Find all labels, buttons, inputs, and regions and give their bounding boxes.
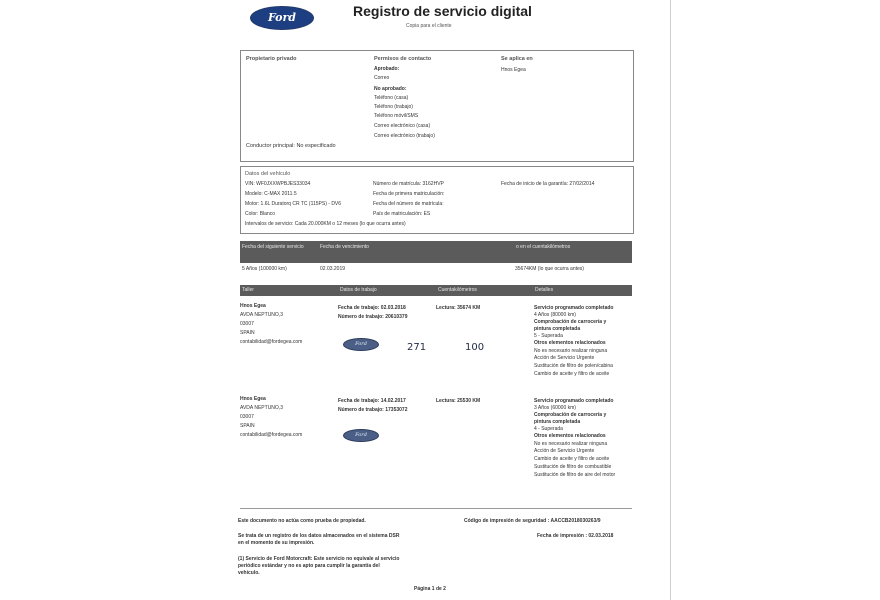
applies-label: Se aplica en xyxy=(501,56,533,62)
handwritten-note: 271 xyxy=(407,342,427,353)
not-approved-item: Teléfono (casa) xyxy=(374,95,409,101)
detail-line: Comprobación de carrocería y xyxy=(534,412,607,418)
vehicle-section-label: Datos del vehículo xyxy=(245,171,291,177)
vehicle-box xyxy=(240,166,634,234)
owner-label: Propietario privado xyxy=(246,56,297,62)
detail-line: Acción de Servicio Urgente xyxy=(534,448,595,454)
footer-note: vehículo. xyxy=(238,570,260,576)
applies-value: Hnos Egea xyxy=(501,67,526,73)
detail-line: Servicio programado completado xyxy=(534,305,614,311)
dealer-email: contabilidad@fordegea.com xyxy=(240,432,303,438)
detail-line: pintura completada xyxy=(534,419,581,425)
history-col-details: Detalles xyxy=(535,287,554,293)
detail-line: Sustitución de filtro de combustible xyxy=(534,464,612,470)
vehicle-vin: VIN: WF0JXXWPBJES33034 xyxy=(245,181,311,187)
dealer-email: contabilidad@fordegea.com xyxy=(240,339,303,345)
history-header xyxy=(240,285,632,296)
service-intervals xyxy=(245,221,406,227)
detail-line: Comprobación de carrocería y xyxy=(534,319,607,325)
history-col-job: Datos de trabajo xyxy=(340,287,377,293)
owner-box xyxy=(240,50,634,162)
job-date: Fecha de trabajo: 14.02.2017 xyxy=(338,398,406,404)
primary-driver-value: No especificado xyxy=(296,143,336,149)
service-intervals-value: Cada 20.000KM o 12 meses (lo que ocurra antes) xyxy=(294,221,406,227)
vehicle-color: Color: Blanco xyxy=(245,211,276,217)
dealer-address: AVDA NEPTUNO,3 xyxy=(240,312,283,318)
page-title: Registro de servicio digital xyxy=(353,3,532,19)
job-number: Número de trabajo: 17353072 xyxy=(338,407,408,413)
vehicle-model: Modelo: C-MAX 2011.5 xyxy=(245,191,297,197)
vehicle-country: País de matriculación: ES xyxy=(373,211,431,217)
dealer-stamp-logo: Ford xyxy=(343,338,379,351)
odometer-reading: Lectura: 25530 KM xyxy=(436,398,481,404)
dealer-postcode: 03007 xyxy=(240,321,254,327)
dealer-stamp-logo: Ford xyxy=(343,429,379,442)
footer-note: periódico estándar y no es apto para cumplir la garantía del xyxy=(238,563,380,569)
next-service-due-date: 02.03.2019 xyxy=(320,266,346,272)
dealer-postcode: 03007 xyxy=(240,414,254,420)
dealer-address: AVDA NEPTUNO,3 xyxy=(240,405,283,411)
detail-line: 4 Años (80000 km) xyxy=(534,312,576,318)
approved-item: Correo xyxy=(374,75,390,81)
next-service-date-header: Fecha del siguiente servicio xyxy=(242,244,304,250)
vehicle-plate-date: Fecha del número de matrícula: xyxy=(373,201,444,207)
detail-line: No es necesario realizar ninguna xyxy=(534,348,608,354)
warranty-start: Fecha de inicio de la garantía: 27/02/2014 xyxy=(501,181,595,187)
not-approved-item: Teléfono móvil/SMS xyxy=(374,113,419,119)
primary-driver xyxy=(246,143,336,149)
contact-permissions-label: Permisos de contacto xyxy=(374,56,432,62)
odometer-reading: Lectura: 35674 KM xyxy=(436,305,481,311)
detail-line: No es necesario realizar ninguna xyxy=(534,441,608,447)
footer-divider xyxy=(240,508,632,509)
detail-line: Acción de Servicio Urgente xyxy=(534,355,595,361)
next-service-header xyxy=(240,241,632,263)
page-number: Página 1 de 2 xyxy=(414,586,446,592)
dealer-country: SPAIN xyxy=(240,423,255,429)
ford-logo: Ford xyxy=(250,6,314,30)
not-approved-item: Teléfono (trabajo) xyxy=(374,104,413,110)
history-col-dealer: Taller xyxy=(242,287,254,293)
vehicle-first-registration: Fecha de primera matriculación: xyxy=(373,191,445,197)
job-number: Número de trabajo: 20610379 xyxy=(338,314,408,320)
detail-line: Sustitución de filtro de aire del motor xyxy=(534,472,616,478)
dealer-country: SPAIN xyxy=(240,330,255,336)
history-col-odometer: Cuentakilómetros xyxy=(438,287,477,293)
detail-line: Otros elementos relacionados xyxy=(534,433,606,439)
security-print-code: Código de impresión de seguridad : AACCB2018030263/9 xyxy=(464,518,601,524)
detail-line: pintura completada xyxy=(534,326,581,332)
next-service-odometer-header: o en el cuentakilómetros xyxy=(516,244,571,250)
detail-line: 5 - Superada xyxy=(534,333,563,339)
vehicle-engine: Motor: 1.6L Duratorq CR TC (115PS) - DV6 xyxy=(245,201,342,207)
job-date: Fecha de trabajo: 02.03.2018 xyxy=(338,305,406,311)
document-page xyxy=(210,0,671,600)
footer-note: Se trata de un registro de los datos almacenados en el sistema DSR xyxy=(238,533,400,539)
service-entry xyxy=(240,303,632,393)
service-entry xyxy=(240,396,632,492)
handwritten-note: 100 xyxy=(465,342,485,353)
detail-line: 3 Años (60000 km) xyxy=(534,405,576,411)
vehicle-plate: Número de matrícula: 3162HVP xyxy=(373,181,444,187)
not-approved-item: Correo electrónico (casa) xyxy=(374,123,431,129)
print-date: Fecha de impresión : 02.03.2018 xyxy=(537,533,614,539)
footer-note: (1) Servicio de Ford Motorcraft: Este servicio no equivale al servicio xyxy=(238,556,400,562)
page-subtitle: Copia para el cliente xyxy=(406,23,452,29)
detail-line: 4 - Superada xyxy=(534,426,563,432)
detail-line: Sustitución de filtro de polen/cabina xyxy=(534,363,613,369)
next-service-due-header: Fecha de vencimiento xyxy=(320,244,369,250)
detail-line: Servicio programado completado xyxy=(534,398,614,404)
next-service-interval: 5 Años (100000 km) xyxy=(242,266,287,272)
footer-note: en el momento de su impresión. xyxy=(238,540,315,546)
primary-driver-label: Conductor principal: xyxy=(246,143,295,149)
dealer-name: Hnos Egea xyxy=(240,396,266,402)
approved-label: Aprobado: xyxy=(374,66,400,72)
dealer-name: Hnos Egea xyxy=(240,303,266,309)
not-approved-label: No aprobado: xyxy=(374,86,407,92)
not-approved-item: Correo electrónico (trabajo) xyxy=(374,133,435,139)
detail-line: Cambio de aceite y filtro de aceite xyxy=(534,456,610,462)
detail-line: Otros elementos relacionados xyxy=(534,340,606,346)
service-intervals-label: Intervalos de servicio: xyxy=(245,221,294,227)
detail-line: Cambio de aceite y filtro de aceite xyxy=(534,371,610,377)
next-service-odometer: 35674KM (lo que ocurra antes) xyxy=(515,266,584,272)
footer-note: Este documento no actúa como prueba de propiedad. xyxy=(238,518,366,524)
